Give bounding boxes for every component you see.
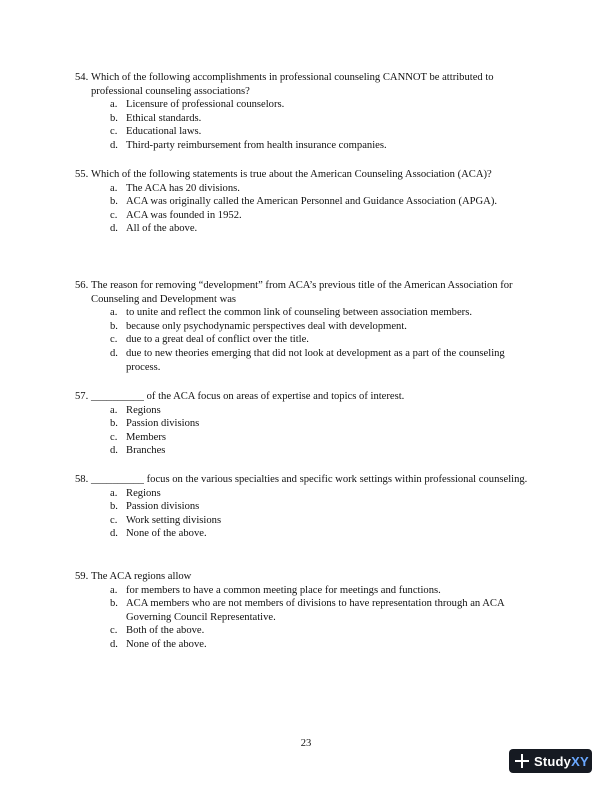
- option-text: The ACA has 20 divisions.: [126, 182, 240, 194]
- option-letter: b.: [110, 320, 118, 332]
- question-55: [75, 168, 535, 236]
- option-letter: d.: [110, 445, 118, 457]
- option-d: [75, 638, 535, 652]
- question-text: The reason for removing “development” from ACA’s previous title of the American Association for Counseling and Development was: [91, 280, 513, 305]
- question-text: __________ focus on the various specialties and specific work settings within professional counseling.: [91, 474, 528, 485]
- option-text: due to a great deal of conflict over the title.: [126, 334, 309, 346]
- option-letter: b.: [110, 418, 118, 430]
- answer-options: [75, 487, 535, 541]
- question-number: 57.: [75, 391, 89, 402]
- question-56: [75, 279, 535, 374]
- question-59: [75, 570, 535, 652]
- option-letter: d.: [110, 528, 118, 540]
- option-text: Ethical standards.: [126, 112, 202, 124]
- question-stem: [75, 390, 535, 404]
- question-57: [75, 390, 535, 458]
- option-letter: a.: [110, 404, 118, 416]
- question-text: The ACA regions allow: [91, 571, 192, 582]
- option-text: None of the above.: [126, 638, 207, 650]
- option-text: to unite and reflect the common link of counseling between association members.: [126, 307, 472, 319]
- option-text: Passion divisions: [126, 501, 200, 513]
- brand-name: [534, 754, 589, 769]
- question-54: [75, 71, 535, 153]
- question-stem: [75, 71, 535, 98]
- option-c: [75, 333, 535, 347]
- option-text: Passion divisions: [126, 418, 200, 430]
- option-text: Regions: [126, 487, 161, 499]
- question-stem: [75, 279, 535, 306]
- option-c: [75, 431, 535, 445]
- option-text: Third-party reimbursement from health insurance companies.: [126, 139, 387, 151]
- option-text: Regions: [126, 404, 161, 416]
- answer-options: [75, 306, 535, 374]
- option-letter: a.: [110, 584, 118, 596]
- option-b: [75, 597, 535, 624]
- option-a: [75, 584, 535, 598]
- question-number: 55.: [75, 169, 89, 180]
- option-letter: c.: [110, 126, 118, 138]
- option-text: Members: [126, 431, 167, 443]
- question-text: Which of the following accomplishments in professional counseling CANNOT be attributed to professional counseling associations?: [91, 72, 494, 97]
- option-d: [75, 347, 535, 374]
- option-letter: a.: [110, 182, 118, 194]
- option-letter: b.: [110, 501, 118, 513]
- option-text: Licensure of professional counselors.: [126, 99, 285, 111]
- option-letter: b.: [110, 112, 118, 124]
- question-stem: [75, 570, 535, 584]
- option-letter: c.: [110, 625, 118, 637]
- option-d: [75, 444, 535, 458]
- option-c: [75, 624, 535, 638]
- brand-name-main: Study: [534, 753, 572, 769]
- answer-options: [75, 182, 535, 236]
- option-d: [75, 139, 535, 153]
- option-text: ACA members who are not members of divisions to have representation through an ACA Governing Council Representative.: [126, 598, 505, 623]
- option-letter: b.: [110, 598, 118, 610]
- option-a: [75, 306, 535, 320]
- answer-options: [75, 584, 535, 652]
- studyxy-logo[interactable]: [509, 749, 592, 773]
- option-b: [75, 112, 535, 126]
- option-a: [75, 98, 535, 112]
- option-d: [75, 527, 535, 541]
- option-b: [75, 500, 535, 514]
- option-letter: d.: [110, 638, 118, 650]
- brand-name-accent: XY: [571, 753, 589, 769]
- question-number: 59.: [75, 571, 89, 582]
- option-letter: c.: [110, 334, 118, 346]
- option-text: ACA was originally called the American Personnel and Guidance Association (APGA).: [126, 196, 497, 208]
- question-stem: [75, 168, 535, 182]
- question-text: __________ of the ACA focus on areas of expertise and topics of interest.: [91, 391, 405, 402]
- option-b: [75, 195, 535, 209]
- option-text: Both of the above.: [126, 625, 205, 637]
- option-a: [75, 487, 535, 501]
- option-letter: b.: [110, 196, 118, 208]
- option-a: [75, 182, 535, 196]
- option-a: [75, 404, 535, 418]
- option-text: All of the above.: [126, 223, 198, 235]
- option-c: [75, 209, 535, 223]
- option-text: ACA was founded in 1952.: [126, 209, 242, 221]
- option-text: due to new theories emerging that did not look at development as a part of the counseling process.: [126, 347, 505, 373]
- option-letter: d.: [110, 347, 118, 359]
- option-text: Educational laws.: [126, 126, 202, 138]
- question-number: 54.: [75, 72, 89, 83]
- option-c: [75, 514, 535, 528]
- option-letter: c.: [110, 514, 118, 526]
- option-letter: d.: [110, 223, 118, 235]
- question-number: 56.: [75, 280, 89, 291]
- option-c: [75, 125, 535, 139]
- option-text: for members to have a common meeting place for meetings and functions.: [126, 584, 441, 596]
- option-b: [75, 320, 535, 334]
- option-text: Work setting divisions: [126, 514, 222, 526]
- question-number: 58.: [75, 474, 89, 485]
- option-letter: a.: [110, 307, 118, 319]
- option-d: [75, 222, 535, 236]
- answer-options: [75, 98, 535, 152]
- question-58: [75, 473, 535, 541]
- question-text: Which of the following statements is true about the American Counseling Association (ACA)?: [91, 169, 492, 180]
- option-letter: c.: [110, 209, 118, 221]
- question-stem: [75, 473, 535, 487]
- option-text: Branches: [126, 445, 166, 457]
- option-letter: d.: [110, 139, 118, 151]
- option-text: because only psychodynamic perspectives deal with development.: [126, 320, 407, 332]
- page-number: 23: [300, 738, 312, 749]
- option-letter: a.: [110, 99, 118, 111]
- option-letter: c.: [110, 431, 118, 443]
- option-letter: a.: [110, 487, 118, 499]
- option-b: [75, 417, 535, 431]
- plus-icon: [515, 754, 529, 768]
- answer-options: [75, 404, 535, 458]
- option-text: None of the above.: [126, 528, 207, 540]
